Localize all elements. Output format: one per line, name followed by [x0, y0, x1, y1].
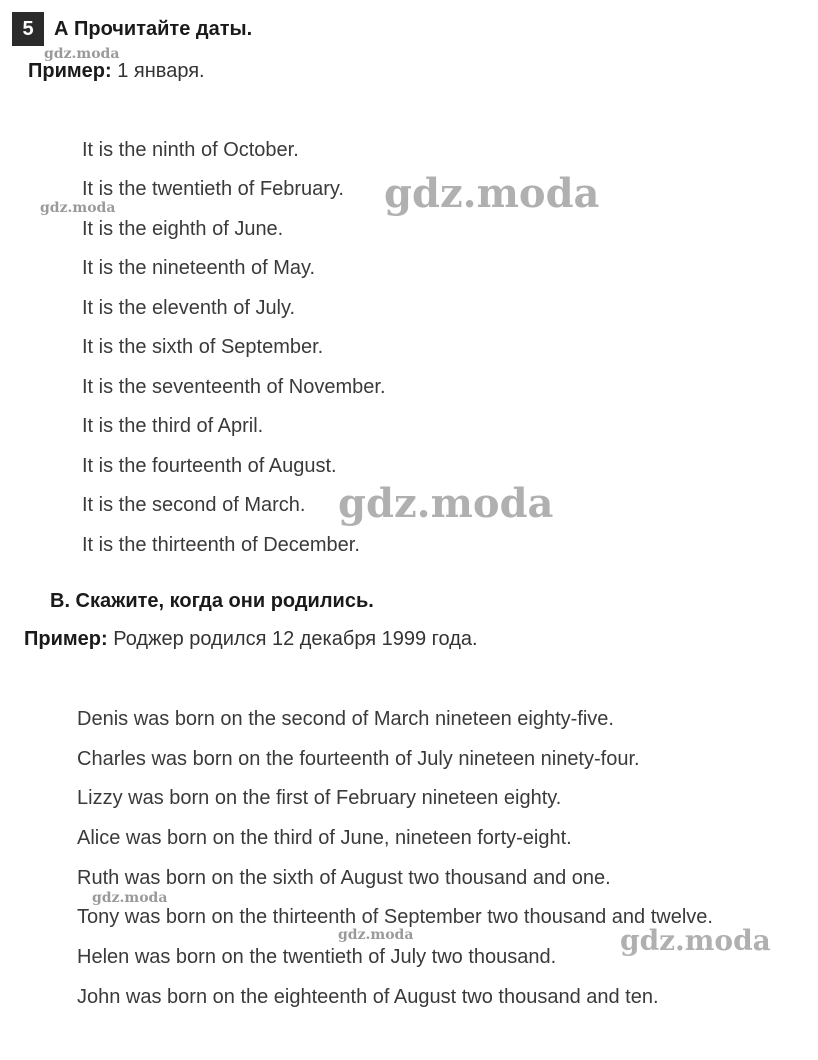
- watermark: gdz.moda: [620, 924, 771, 957]
- watermark: gdz.moda: [92, 890, 168, 906]
- exercise-number-badge: 5: [12, 12, 44, 46]
- part-a-line: It is the thirteenth of December.: [82, 534, 360, 556]
- part-a-line: It is the eleventh of July.: [82, 297, 296, 319]
- part-a-example: [28, 60, 205, 83]
- part-a-line: It is the sixth of September.: [82, 336, 324, 358]
- part-b-example: [24, 628, 478, 651]
- part-b-heading: В. Скажите, когда они родились.: [50, 590, 374, 612]
- part-a-example-label: Пример:: [28, 60, 112, 82]
- part-b-line: Ruth was born on the sixth of August two thousand and one.: [77, 867, 611, 889]
- watermark: gdz.moda: [338, 480, 554, 527]
- part-a-line: It is the seventeenth of November.: [82, 376, 386, 398]
- part-b-line: Helen was born on the twentieth of July two thousand.: [77, 946, 557, 968]
- part-b-line: Alice was born on the third of June, nineteen forty-eight.: [77, 827, 572, 849]
- part-b-line: Tony was born on the thirteenth of September two thousand and twelve.: [77, 906, 713, 928]
- part-a-line: It is the eighth of June.: [82, 218, 284, 240]
- part-a-line: It is the third of April.: [82, 415, 264, 437]
- part-b-line: Charles was born on the fourteenth of July nineteen ninety-four.: [77, 748, 640, 770]
- part-b-line: John was born on the eighteenth of August two thousand and ten.: [77, 986, 659, 1008]
- watermark: gdz.moda: [384, 170, 600, 217]
- part-a-line: It is the nineteenth of May.: [82, 257, 316, 279]
- part-a-line: It is the twentieth of February.: [82, 178, 344, 200]
- watermark: gdz.moda: [338, 927, 414, 943]
- part-a-example-text: 1 января.: [117, 60, 205, 82]
- part-a-line: It is the second of March.: [82, 494, 306, 516]
- part-b-line: Lizzy was born on the first of February nineteen eighty.: [77, 787, 562, 809]
- part-a-line: It is the fourteenth of August.: [82, 455, 337, 477]
- part-b-line: Denis was born on the second of March nineteen eighty-five.: [77, 708, 614, 730]
- part-a-line: It is the ninth of October.: [82, 139, 299, 161]
- part-a-heading: А Прочитайте даты.: [54, 18, 253, 40]
- watermark: gdz.moda: [40, 200, 116, 216]
- part-b-example-text: Роджер родился 12 декабря 1999 года.: [113, 628, 478, 650]
- watermark: gdz.moda: [44, 46, 120, 62]
- part-b-example-label: Пример:: [24, 628, 108, 650]
